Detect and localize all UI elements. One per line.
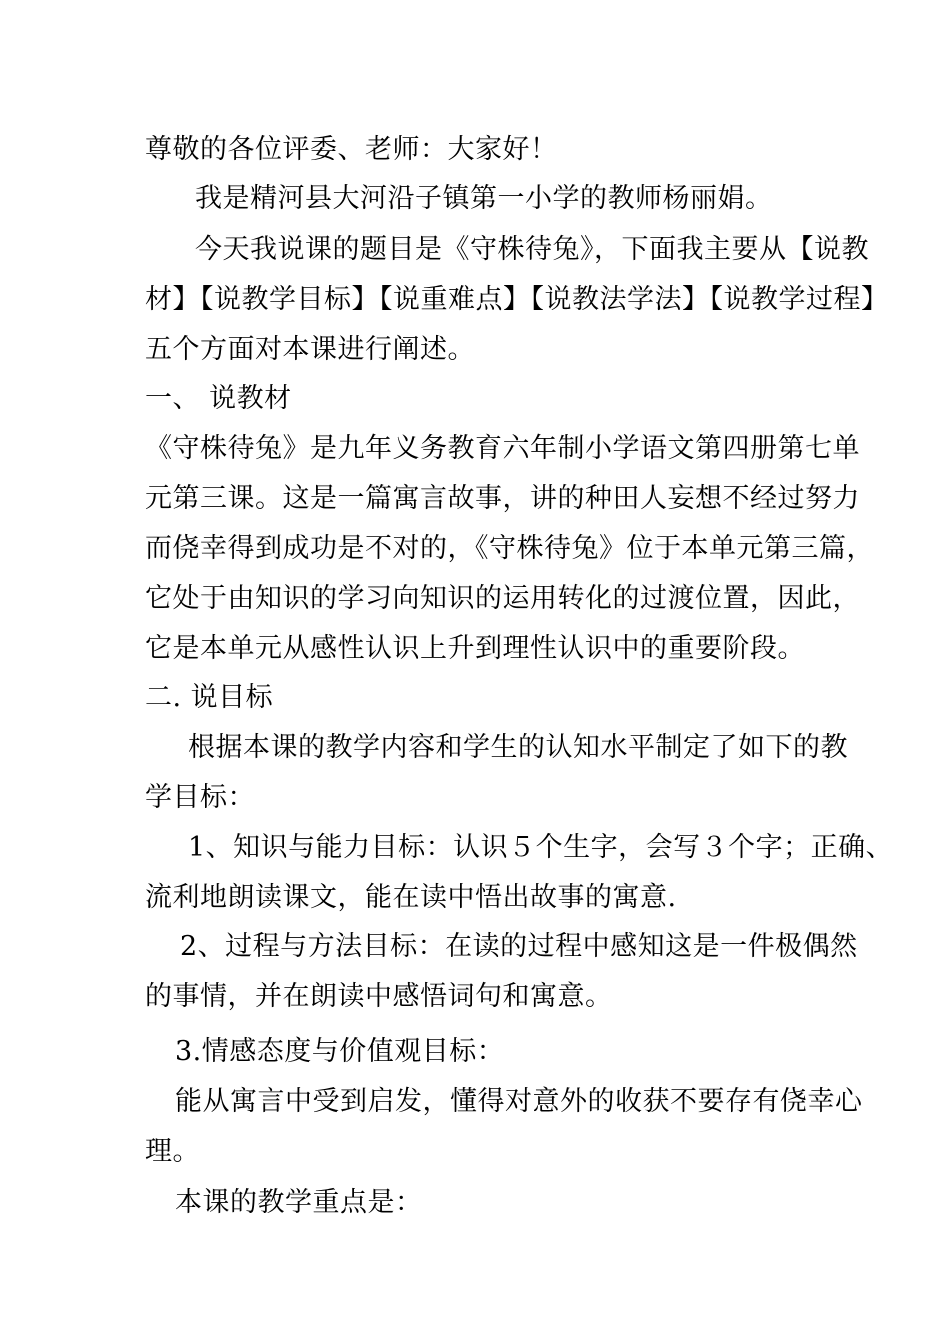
textbook-line-4: 它处于由知识的学习向知识的运用转化的过渡位置，因此， — [145, 583, 860, 614]
textbook-line-5: 它是本单元从感性认识上升到理性认识中的重要阶段。 — [145, 633, 805, 664]
goal-3-heading: 3.情感态度与价值观目标： — [175, 1036, 505, 1067]
greeting-line: 尊敬的各位评委、老师：大家好！ — [145, 134, 558, 165]
textbook-line-2: 元第三课。这是一篇寓言故事，讲的种田人妄想不经过努力 — [145, 483, 860, 514]
goal-1-line-2: 流利地朗读课文，能在读中悟出故事的寓意. — [145, 882, 677, 913]
section-heading-2: 二. 说目标 — [145, 682, 274, 713]
key-point-line: 本课的教学重点是： — [175, 1187, 423, 1218]
section-heading-1: 一、 说教材 — [145, 383, 292, 414]
topic-line-1: 今天我说课的题目是《守株待兔》，下面我主要从【说教 — [195, 234, 869, 265]
textbook-line-1: 《守株待兔》是九年义务教育六年制小学语文第四册第七单 — [145, 433, 860, 464]
topic-line-2: 材】【说教学目标】【说重难点】【说教法学法】【说教学过程】 — [145, 284, 889, 315]
goal-1-line-1: 1、知识与能力目标：认识５个生字，会写３个字；正确、 — [188, 832, 894, 863]
goal-3-line-2: 理。 — [145, 1136, 200, 1167]
goals-intro-line-1: 根据本课的教学内容和学生的认知水平制定了如下的教 — [188, 732, 848, 763]
goal-3-line-1: 能从寓言中受到启发，懂得对意外的收获不要存有侥幸心 — [175, 1086, 863, 1117]
intro-line: 我是精河县大河沿子镇第一小学的教师杨丽娟。 — [195, 183, 773, 214]
goals-intro-line-2: 学目标： — [145, 782, 255, 813]
goal-2-line-2: 的事情，并在朗读中感悟词句和寓意。 — [145, 981, 613, 1012]
topic-line-3: 五个方面对本课进行阐述。 — [145, 334, 475, 365]
textbook-line-3: 而侥幸得到成功是不对的，《守株待兔》位于本单元第三篇， — [145, 533, 874, 564]
goal-2-line-1: 2、过程与方法目标：在读的过程中感知这是一件极偶然 — [180, 931, 858, 962]
